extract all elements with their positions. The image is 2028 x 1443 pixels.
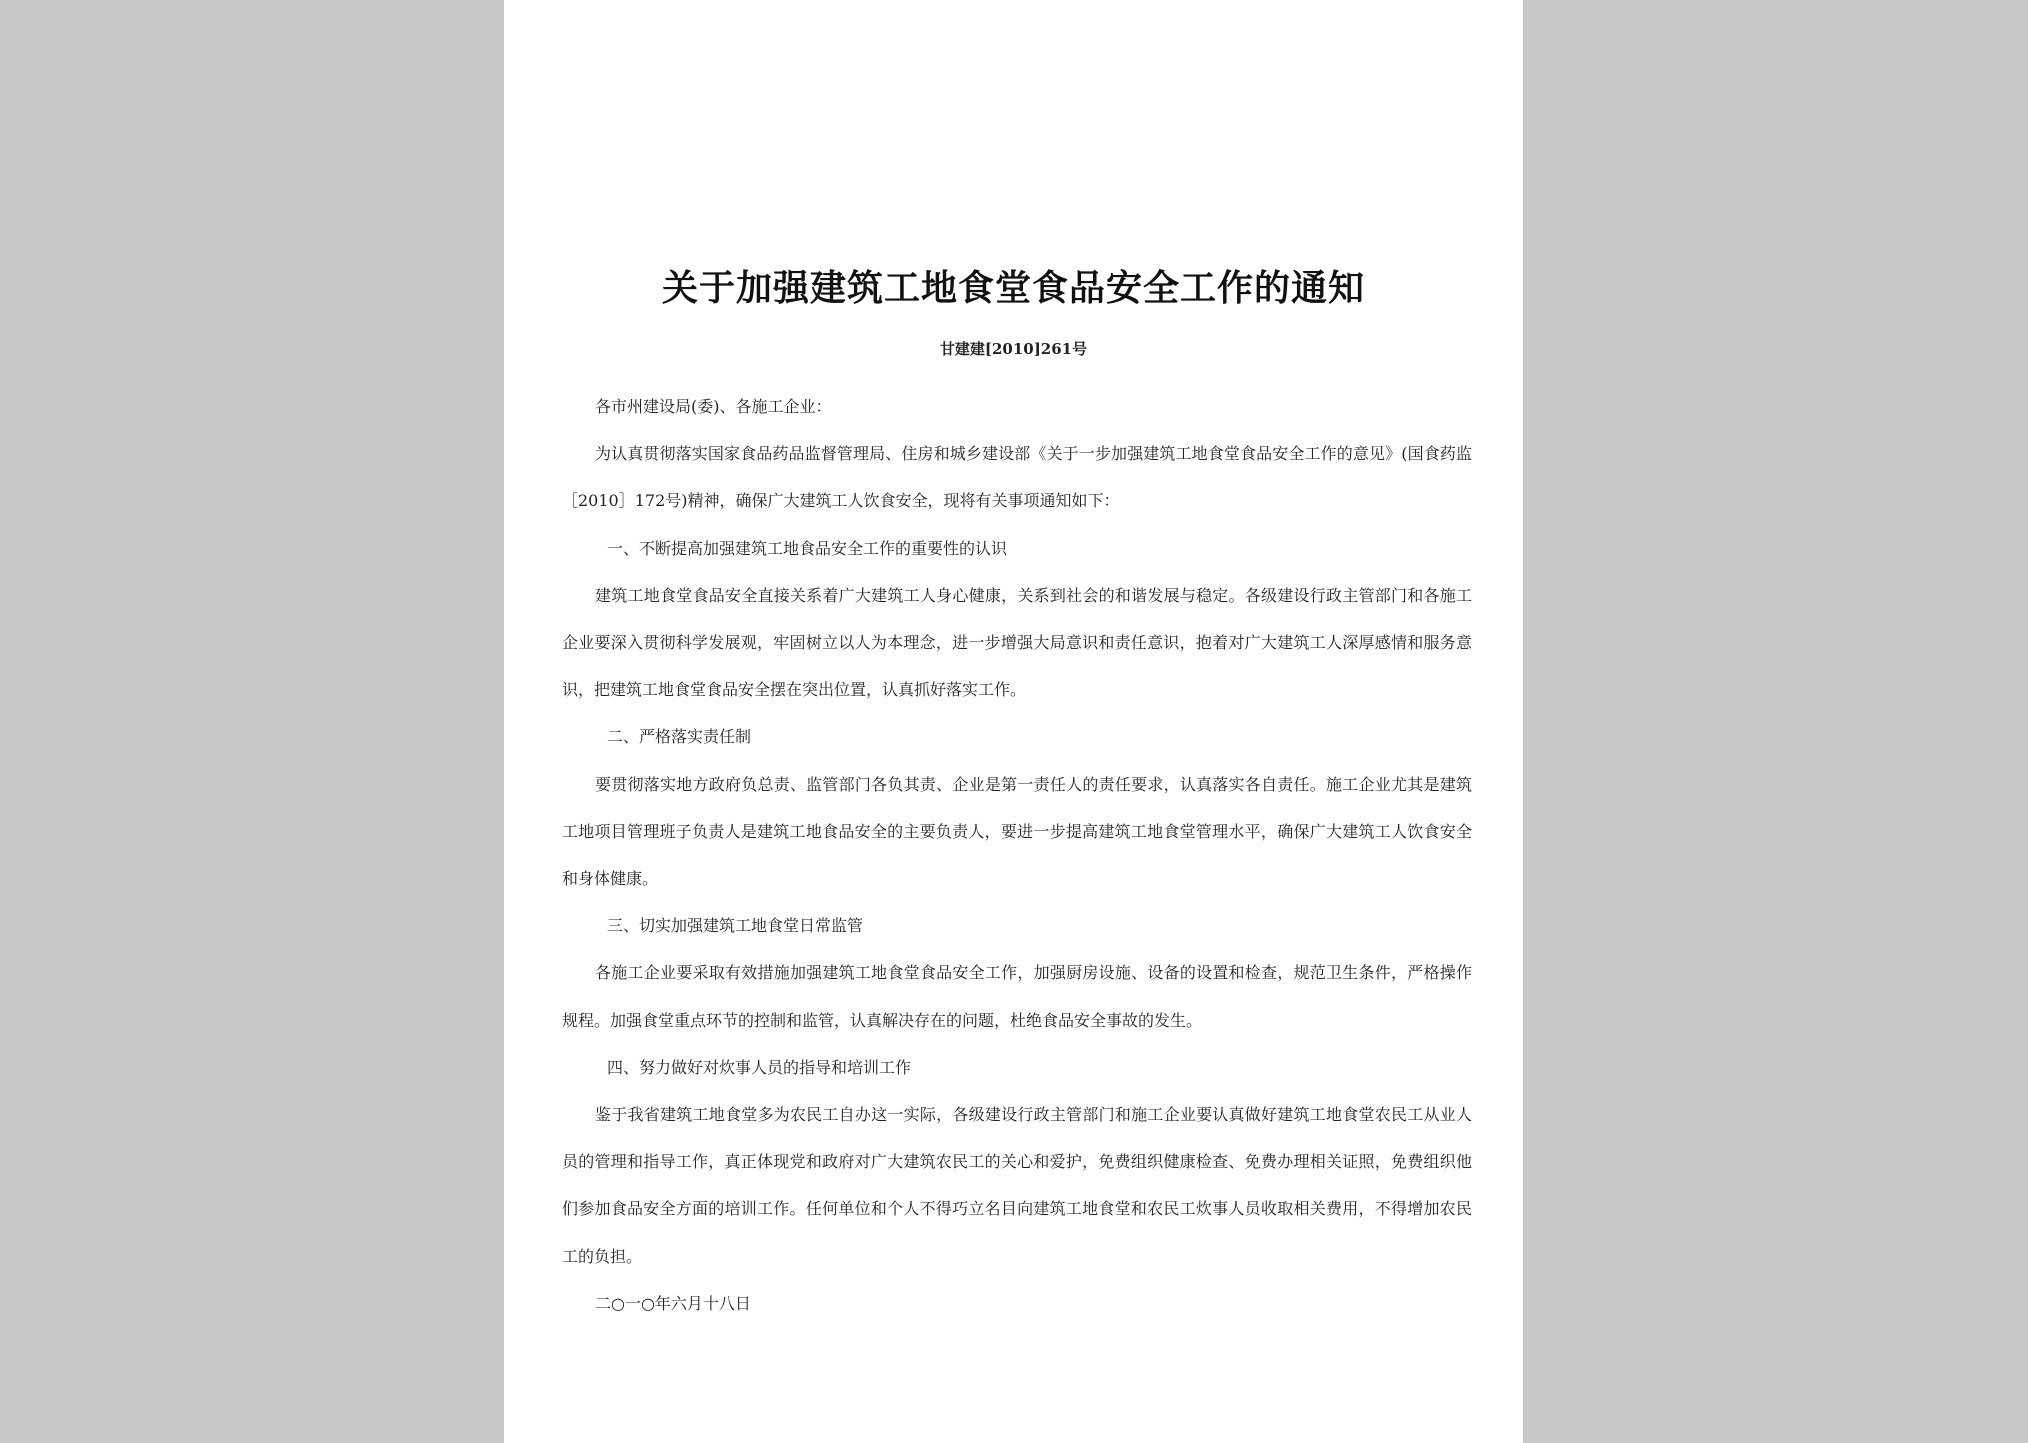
document-body bbox=[562, 383, 1472, 1327]
section-text-1: 建筑工地食堂食品安全直接关系着广大建筑工人身心健康，关系到社会的和谐发展与稳定。各级建设行政主管部门和各施工企业要深入贯彻科学发展观，牢固树立以人为本理念，进一步增强大局意识和责任意识，抱着对广大建筑工人深厚感情和服务意识，把建筑工地食堂食品安全摆在突出位置，认真抓好落实工作。 bbox=[562, 585, 1472, 700]
document-title: 关于加强建筑工地食堂食品安全工作的通知 bbox=[661, 267, 1365, 309]
section-text-3: 各施工企业要采取有效措施加强建筑工地食堂食品安全工作，加强厨房设施、设备的设置和检查，规范卫生条件，严格操作规程。加强食堂重点环节的控制和监管，认真解决存在的问题，杜绝食品安全事故的发生。 bbox=[562, 963, 1472, 1030]
section-text-2: 要贯彻落实地方政府负总责、监管部门各负其责、企业是第一责任人的责任要求，认真落实各自责任。施工企业尤其是建筑工地项目管理班子负责人是建筑工地食品安全的主要负责人，要进一步提高建筑工地食堂管理水平，确保广大建筑工人饮食安全和身体健康。 bbox=[562, 774, 1472, 889]
section-heading-2: 二、严格落实责任制 bbox=[607, 727, 752, 747]
section-heading-4: 四、努力做好对炊事人员的指导和培训工作 bbox=[607, 1057, 912, 1077]
salutation: 各市州建设局(委)、各施工企业： bbox=[595, 397, 832, 416]
document-number: 甘建建[2010]261号 bbox=[939, 340, 1088, 358]
section-heading-3: 三、切实加强建筑工地食堂日常监管 bbox=[607, 916, 864, 936]
document-date: 二○一○年六月十八日 bbox=[595, 1293, 751, 1313]
document-page bbox=[504, 0, 1523, 1443]
section-heading-1: 一、不断提高加强建筑工地食品安全工作的重要性的认识 bbox=[607, 538, 1008, 558]
section-text-4: 鉴于我省建筑工地食堂多为农民工自办这一实际，各级建设行政主管部门和施工企业要认真做好建筑工地食堂农民工从业人员的管理和指导工作，真正体现党和政府对广大建筑农民工的关心和爱护，免费组织健康检查、免费办理相关证照，免费组织他们参加食品安全方面的培训工作。任何单位和个人不得巧立名目向建筑工地食堂和农民工炊事人员收取相关费用，不得增加农民工的负担。 bbox=[562, 1105, 1472, 1266]
intro-paragraph: 为认真贯彻落实国家食品药品监督管理局、住房和城乡建设部《关于一步加强建筑工地食堂食品安全工作的意见》(国食药监［2010］172号)精神，确保广大建筑工人饮食安全，现将有关事项通知如下： bbox=[562, 444, 1472, 511]
